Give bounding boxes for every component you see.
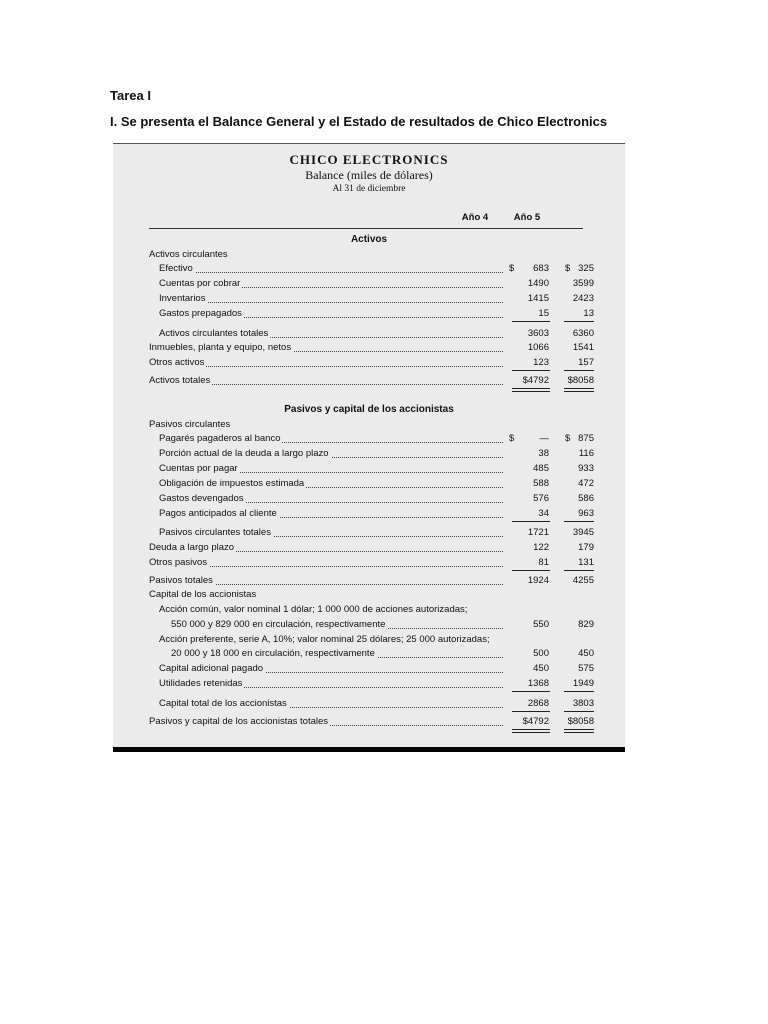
- row-label: Obligación de impuestos estimada: [159, 477, 503, 491]
- year5-value: 325: [578, 263, 594, 274]
- table-row: [113, 526, 625, 540]
- row-label: Pasivos circulantes totales: [159, 526, 503, 540]
- table-row: [113, 556, 625, 570]
- year5-header: Año 5: [513, 212, 541, 223]
- year5-value: 157: [578, 357, 594, 368]
- year5-value: 829: [578, 619, 594, 630]
- total-double-underline: [512, 729, 550, 733]
- table-row: [113, 447, 625, 461]
- year5-value: 575: [578, 663, 594, 674]
- year5-value: 1541: [572, 342, 594, 353]
- row-label: Capital de los accionistas: [149, 589, 257, 600]
- subtotal-underline: [564, 321, 594, 322]
- assets-section-title: Activos: [350, 234, 388, 245]
- year4-value: 38: [538, 448, 549, 459]
- row-label: Acción preferente, serie A, 10%; valor nominal 25 dólares; 25 000 autorizadas;: [159, 634, 490, 645]
- table-row: [113, 618, 625, 632]
- table-row: [113, 647, 625, 661]
- year5-value: 2423: [572, 293, 594, 304]
- row-label: Deuda a largo plazo: [149, 541, 503, 555]
- table-row: [113, 633, 625, 647]
- row-label: Capital total de los accionistas: [159, 697, 503, 711]
- year4-value: 1415: [527, 293, 549, 304]
- year5-value: 933: [578, 463, 594, 474]
- row-label: Pasivos y capital de los accionistas totales: [149, 715, 503, 729]
- year4-value: $4792: [522, 375, 549, 386]
- row-label: Otros activos: [149, 356, 503, 370]
- subtotal-underline: [512, 521, 550, 522]
- row-label: Activos circulantes: [149, 249, 228, 260]
- table-row: [113, 603, 625, 617]
- table-row: [113, 327, 625, 341]
- subtotal-underline: [564, 570, 594, 571]
- year5-value: 131: [578, 557, 594, 568]
- year4-value: 81: [538, 557, 549, 568]
- currency-symbol: $: [565, 263, 571, 274]
- year4-value: 485: [533, 463, 549, 474]
- subtotal-underline: [512, 321, 550, 322]
- subtotal-underline: [564, 691, 594, 692]
- table-row: [113, 477, 625, 491]
- row-label: Pagarés pagaderos al banco: [159, 432, 503, 446]
- row-label: Capital adicional pagado: [159, 662, 503, 676]
- row-label: Utilidades retenidas: [159, 677, 503, 691]
- row-label: 20 000 y 18 000 en circulación, respectivamente: [171, 647, 503, 661]
- row-label: Pagos anticipados al cliente: [159, 507, 503, 521]
- year5-value: 13: [583, 308, 594, 319]
- row-label: Pasivos circulantes: [149, 419, 231, 430]
- year4-value: 1721: [527, 527, 549, 538]
- table-row: [113, 277, 625, 291]
- year4-value: 1368: [527, 678, 549, 689]
- year4-value: 1066: [527, 342, 549, 353]
- currency-symbol: $: [509, 433, 515, 444]
- year4-value: 34: [538, 508, 549, 519]
- row-label: Activos circulantes totales: [159, 327, 503, 341]
- year5-value: 472: [578, 478, 594, 489]
- table-row: [113, 356, 625, 370]
- row-label: Gastos devengados: [159, 492, 503, 506]
- year5-value: 450: [578, 648, 594, 659]
- currency-symbol: $: [565, 433, 571, 444]
- table-row: [113, 418, 625, 432]
- year5-value: 963: [578, 508, 594, 519]
- intro-heading: I. Se presenta el Balance General y el Estado de resultados de Chico Electronics: [110, 114, 608, 129]
- row-label: Otros pasivos: [149, 556, 503, 570]
- task-title: Tarea I: [110, 88, 151, 103]
- statement-date: Al 31 de diciembre: [332, 184, 406, 194]
- statement-subtitle: Balance (miles de dólares): [305, 168, 433, 182]
- year4-value: —: [539, 433, 549, 444]
- table-row: [113, 432, 625, 446]
- year5-value: 1949: [572, 678, 594, 689]
- subtotal-underline: [512, 711, 550, 712]
- year4-value: 1924: [527, 575, 549, 586]
- row-label: 550 000 y 829 000 en circulación, respectivamente: [171, 618, 503, 632]
- year5-value: $8058: [567, 375, 594, 386]
- year5-value: 3803: [572, 698, 594, 709]
- table-row: [113, 588, 625, 602]
- table-row: [113, 307, 625, 321]
- subtotal-underline: [564, 711, 594, 712]
- year5-value: 3945: [572, 527, 594, 538]
- table-row: [113, 677, 625, 691]
- row-label: Activos totales: [149, 374, 503, 388]
- year5-value: $8058: [567, 716, 594, 727]
- row-label: Pasivos totales: [149, 574, 503, 588]
- table-row: [113, 715, 625, 729]
- row-label: Acción común, valor nominal 1 dólar; 1 000 000 de acciones autorizadas;: [159, 604, 468, 615]
- row-label: Gastos prepagados: [159, 307, 503, 321]
- year4-value: 588: [533, 478, 549, 489]
- table-row: [113, 374, 625, 388]
- table-row: [113, 341, 625, 355]
- total-double-underline: [564, 729, 594, 733]
- year4-value: 1490: [527, 278, 549, 289]
- row-label: Porción actual de la deuda a largo plazo: [159, 447, 503, 461]
- subtotal-underline: [512, 370, 550, 371]
- year4-value: 576: [533, 493, 549, 504]
- year4-value: 683: [533, 263, 549, 274]
- year4-value: 3603: [527, 328, 549, 339]
- row-label: Cuentas por cobrar: [159, 277, 503, 291]
- year4-value: 500: [533, 648, 549, 659]
- balance-sheet-image: [113, 143, 625, 752]
- table-row: [113, 507, 625, 521]
- year4-value: 122: [533, 542, 549, 553]
- year5-value: 3599: [572, 278, 594, 289]
- currency-symbol: $: [509, 263, 515, 274]
- year4-value: 450: [533, 663, 549, 674]
- year5-value: 586: [578, 493, 594, 504]
- table-row: [113, 292, 625, 306]
- row-label: Inmuebles, planta y equipo, netos: [149, 341, 503, 355]
- subtotal-underline: [564, 521, 594, 522]
- year4-value: 2868: [527, 698, 549, 709]
- table-row: [113, 574, 625, 588]
- table-row: [113, 262, 625, 276]
- year5-value: 116: [578, 448, 594, 459]
- table-row: [113, 541, 625, 555]
- header-rule: [149, 228, 583, 229]
- year5-value: 4255: [572, 575, 594, 586]
- row-label: Efectivo: [159, 262, 503, 276]
- subtotal-underline: [512, 570, 550, 571]
- total-double-underline: [564, 388, 594, 392]
- year5-value: 6360: [572, 328, 594, 339]
- liabilities-section-title: Pasivos y capital de los accionistas: [284, 404, 454, 415]
- year5-value: 179: [578, 542, 594, 553]
- year4-header: Año 4: [461, 212, 489, 223]
- table-row: [113, 662, 625, 676]
- company-name: CHICO ELECTRONICS: [289, 152, 449, 167]
- year4-value: 123: [533, 357, 549, 368]
- year4-value: 15: [538, 308, 549, 319]
- year4-value: $4792: [522, 716, 549, 727]
- subtotal-underline: [564, 370, 594, 371]
- year5-value: 875: [578, 433, 594, 444]
- table-row: [113, 697, 625, 711]
- subtotal-underline: [512, 691, 550, 692]
- row-label: Inventarios: [159, 292, 503, 306]
- table-row: [113, 492, 625, 506]
- table-row: [113, 248, 625, 262]
- year4-value: 550: [533, 619, 549, 630]
- row-label: Cuentas por pagar: [159, 462, 503, 476]
- table-row: [113, 462, 625, 476]
- total-double-underline: [512, 388, 550, 392]
